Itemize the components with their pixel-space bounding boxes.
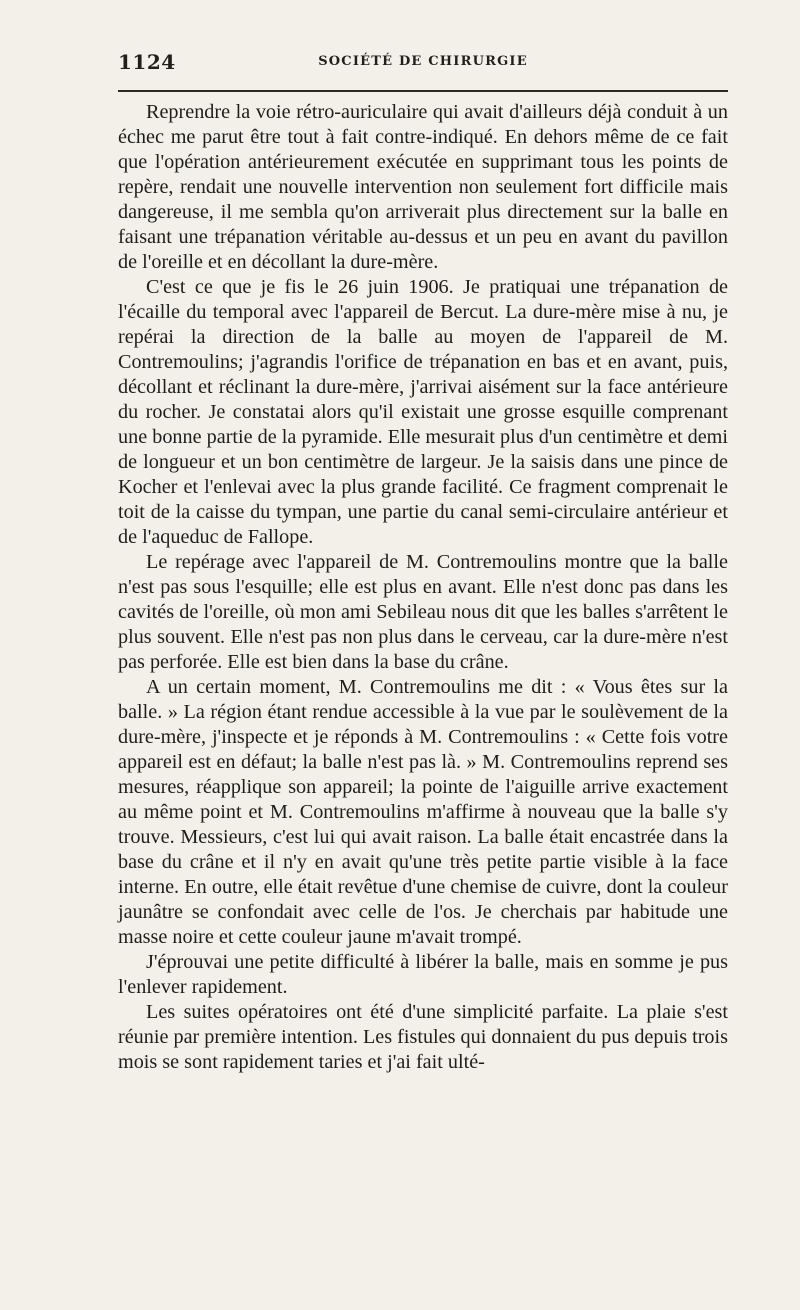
paragraph: Les suites opératoires ont été d'une simplicité parfaite. La plaie s'est réunie par première intention. Les fistules qui donnaient du pus depuis trois mois se sont rapidement taries et j'ai fait ulté- — [118, 1001, 728, 1073]
header-rule — [118, 90, 728, 92]
paragraph: A un certain moment, M. Contremoulins me dit : « Vous êtes sur la balle. » La région étant rendue accessible à la vue par le soulèvement de la dure-mère, j'inspecte et je réponds à M. Contremoulins : « Cette fois votre appareil est en défaut; la balle n'est pas là. » M. Contremoulins reprend ses mesures, réapplique son appareil; la pointe de l'aiguille arrive exactement au même point et M. Contremoulins m'affirme à nouveau que la balle s'y trouve. Messieurs, c'est lui qui avait raison. La balle était encastrée dans la base du crâne et il n'y en avait qu'une très petite partie visible à la face interne. En outre, elle était revêtue d'une chemise de cuivre, dont la couleur jaunâtre se confondait avec celle de l'os. Je cherchais par habitude une masse noire et cette couleur jaune m'avait trompé. — [118, 676, 728, 948]
body-text — [118, 100, 728, 1075]
running-head: SOCIÉTÉ DE CHIRURGIE — [318, 54, 528, 69]
paragraph: Le repérage avec l'appareil de M. Contremoulins montre que la balle n'est pas sous l'esquille; elle est plus en avant. Elle n'est donc pas dans les cavités de l'oreille, où mon ami Sebileau nous dit que les balles s'arrêtent le plus souvent. Elle n'est pas non plus dans le cerveau, car la dure-mère n'est pas perforée. Elle est bien dans la base du crâne. — [118, 551, 728, 673]
paragraph: Reprendre la voie rétro-auriculaire qui avait d'ailleurs déjà conduit à un échec me parut être tout à fait contre-indiqué. En dehors même de ce fait que l'opération antérieurement exécutée en supprimant tous les points de repère, rendait une nouvelle intervention non seulement fort difficile mais dangereuse, il me sembla qu'on arriverait plus directement sur la balle en faisant une trépanation véritable au-dessus et un peu en avant du pavillon de l'oreille et en décollant la dure-mère. — [118, 101, 728, 273]
paragraph: J'éprouvai une petite difficulté à libérer la balle, mais en somme je pus l'enlever rapidement. — [118, 951, 728, 998]
page-number: 1124 — [118, 50, 176, 74]
paragraph: C'est ce que je fis le 26 juin 1906. Je pratiquai une trépanation de l'écaille du temporal avec l'appareil de Bercut. La dure-mère mise à nu, je repérai la direction de la balle au moyen de l'appareil de M. Contremoulins; j'agrandis l'orifice de trépanation en bas et en avant, puis, décollant et réclinant la dure-mère, j'arrivai aisément sur la face antérieure du rocher. Je constatai alors qu'il existait une grosse esquille comprenant une bonne partie de la pyramide. Elle mesurait plus d'un centimètre et demi de longueur et un bon centimètre de largeur. Je la saisis dans une pince de Kocher et l'enlevai avec la plus grande facilité. Ce fragment comprenait le toit de la caisse du tympan, une partie du canal semi-circulaire antérieur et de l'aqueduc de Fallope. — [118, 276, 728, 548]
page-header — [118, 50, 728, 74]
